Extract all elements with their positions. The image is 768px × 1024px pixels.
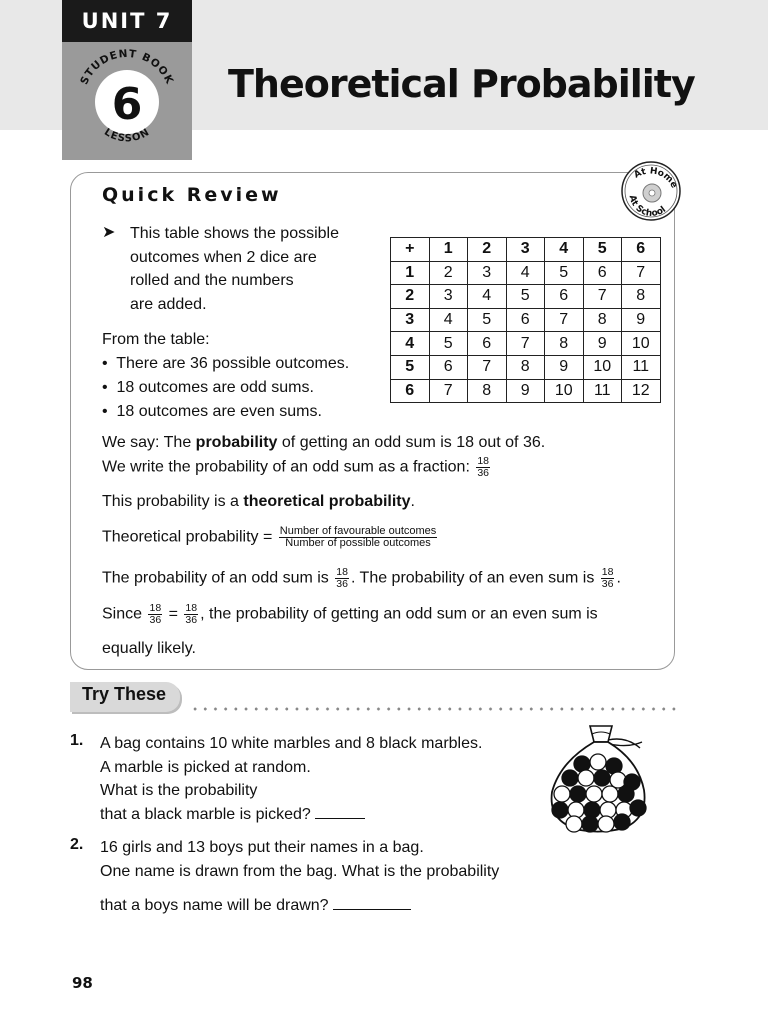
table-cell: 9 [622, 308, 661, 332]
table-cell: 11 [583, 379, 622, 403]
table-cell: 6 [468, 332, 507, 356]
marble-bag-icon [540, 718, 652, 840]
since-line: Since $\frac{18}{36}$ = $\frac{18}{36}$ , the probability of getting an odd sum or an even sum is [102, 602, 598, 626]
black-marble [582, 816, 598, 832]
lesson-number: 6 [111, 79, 143, 130]
arrow-bullet-icon: ➤ [102, 222, 116, 241]
table-cell: 5 [506, 285, 545, 309]
question-2-number: 2. [70, 836, 84, 853]
white-marble [598, 816, 614, 832]
table-row [391, 308, 661, 332]
question-1-number: 1. [70, 732, 84, 749]
table-header-cell: 5 [583, 238, 622, 262]
table-cell: 8 [622, 285, 661, 309]
quick-review-title: Quick Review [102, 184, 282, 206]
black-marble [630, 800, 646, 816]
unit-label: UNIT 7 [62, 0, 192, 42]
we-say-line: We say: The probability of getting an odd sum is 18 out of 36. [102, 434, 546, 451]
table-cell: 4 [506, 261, 545, 285]
at-home-at-school-badge [620, 160, 682, 226]
table-header-cell: 2 [391, 285, 430, 309]
table-cell: 7 [429, 379, 468, 403]
fraction: $\frac{18}{36}$ [477, 455, 490, 479]
student-book-arc: STUDENT BOOK [78, 47, 176, 87]
table-cell: 8 [468, 379, 507, 403]
table-cell: 12 [622, 379, 661, 403]
table-cell: 10 [545, 379, 584, 403]
table-row [391, 355, 661, 379]
table-cell: 5 [429, 332, 468, 356]
black-marble [570, 786, 586, 802]
dice-sum-table [390, 237, 661, 403]
table-cell: 8 [583, 308, 622, 332]
table-cell: 7 [506, 332, 545, 356]
white-marble [566, 816, 582, 832]
black-marble [614, 814, 630, 830]
we-write-line: We write the probability of an odd sum as a fraction: $\frac{18}{36}$ [102, 455, 490, 479]
black-marble [618, 786, 634, 802]
lesson-badge [62, 42, 192, 160]
table-header-cell: 2 [468, 238, 507, 262]
table-header-cell: 6 [622, 238, 661, 262]
table-cell: 9 [506, 379, 545, 403]
table-cell: 11 [622, 355, 661, 379]
svg-text:At Home: At Home [632, 166, 679, 191]
table-row [391, 379, 661, 403]
list-item: • There are 36 possible outcomes. [102, 355, 350, 372]
formula-line: Theoretical probability = $\frac{\text{Number of favourable outcomes}}{\text{Number of possible outcomes}}$ [102, 525, 437, 549]
page-title: Theoretical Probability [228, 62, 695, 106]
table-cell: 4 [429, 308, 468, 332]
table-row [391, 332, 661, 356]
page-number: 98 [72, 974, 93, 992]
white-marble [590, 754, 606, 770]
from-table-heading: From the table: [102, 331, 210, 348]
black-marble [552, 802, 568, 818]
table-cell: 10 [622, 332, 661, 356]
white-marble [586, 786, 602, 802]
try-these-label: Try These [82, 684, 167, 704]
intro-text: This table shows the possible outcomes when 2 dice are rolled and the numbers are added. [130, 225, 339, 313]
answer-blank-2[interactable] [333, 896, 411, 910]
white-marble [602, 786, 618, 802]
svg-text:At School: At School [626, 194, 668, 220]
table-cell: 6 [583, 261, 622, 285]
question-2-text: 16 girls and 13 boys put their names in a bag. One name is drawn from the bag. What is the probability that a boys name will be drawn? [100, 839, 500, 914]
table-cell: 7 [468, 355, 507, 379]
table-cell: 7 [583, 285, 622, 309]
table-header-cell: + [391, 238, 430, 262]
list-item: • 18 outcomes are even sums. [102, 403, 322, 420]
white-marble [554, 786, 570, 802]
question-1-text: A bag contains 10 white marbles and 8 black marbles. A marble is picked at random. What is the probability that a black marble is picked? [100, 735, 483, 823]
dotted-rule [190, 707, 680, 711]
table-cell: 3 [468, 261, 507, 285]
table-header-cell: 3 [391, 308, 430, 332]
table-row [391, 285, 661, 309]
table-cell: 10 [583, 355, 622, 379]
lesson-arc: LESSON [102, 126, 152, 145]
table-row [391, 261, 661, 285]
table-cell: 9 [545, 355, 584, 379]
this-probability-line: This probability is a theoretical probability. [102, 493, 415, 510]
table-header-cell: 1 [391, 261, 430, 285]
table-cell: 5 [468, 308, 507, 332]
table-cell: 5 [545, 261, 584, 285]
table-cell: 3 [429, 285, 468, 309]
table-cell: 9 [583, 332, 622, 356]
table-cell: 6 [506, 308, 545, 332]
table-header-cell: 5 [391, 355, 430, 379]
black-marble [594, 770, 610, 786]
table-header-cell: 4 [391, 332, 430, 356]
equally-likely-line: equally likely. [102, 640, 196, 657]
table-header-cell: 1 [429, 238, 468, 262]
answer-blank-1[interactable] [315, 805, 365, 819]
from-table-list [102, 328, 349, 424]
table-header-cell: 4 [545, 238, 584, 262]
table-cell: 6 [545, 285, 584, 309]
table-row [391, 238, 661, 262]
black-marble [562, 770, 578, 786]
table-cell: 8 [506, 355, 545, 379]
odd-even-line: The probability of an odd sum is $\frac{18}{36}$ . The probability of an even sum is $\frac{18}{36}$ . [102, 566, 621, 590]
table-header-cell: 6 [391, 379, 430, 403]
list-item: • 18 outcomes are odd sums. [102, 379, 314, 396]
white-marble [578, 770, 594, 786]
formula-fraction: $\frac{\text{Number of favourable outcomes}}{\text{Number of possible outcomes}}$ [279, 525, 437, 549]
table-cell: 2 [429, 261, 468, 285]
table-cell: 7 [545, 308, 584, 332]
table-cell: 8 [545, 332, 584, 356]
table-cell: 4 [468, 285, 507, 309]
table-cell: 7 [622, 261, 661, 285]
table-cell: 6 [429, 355, 468, 379]
table-header-cell: 3 [506, 238, 545, 262]
